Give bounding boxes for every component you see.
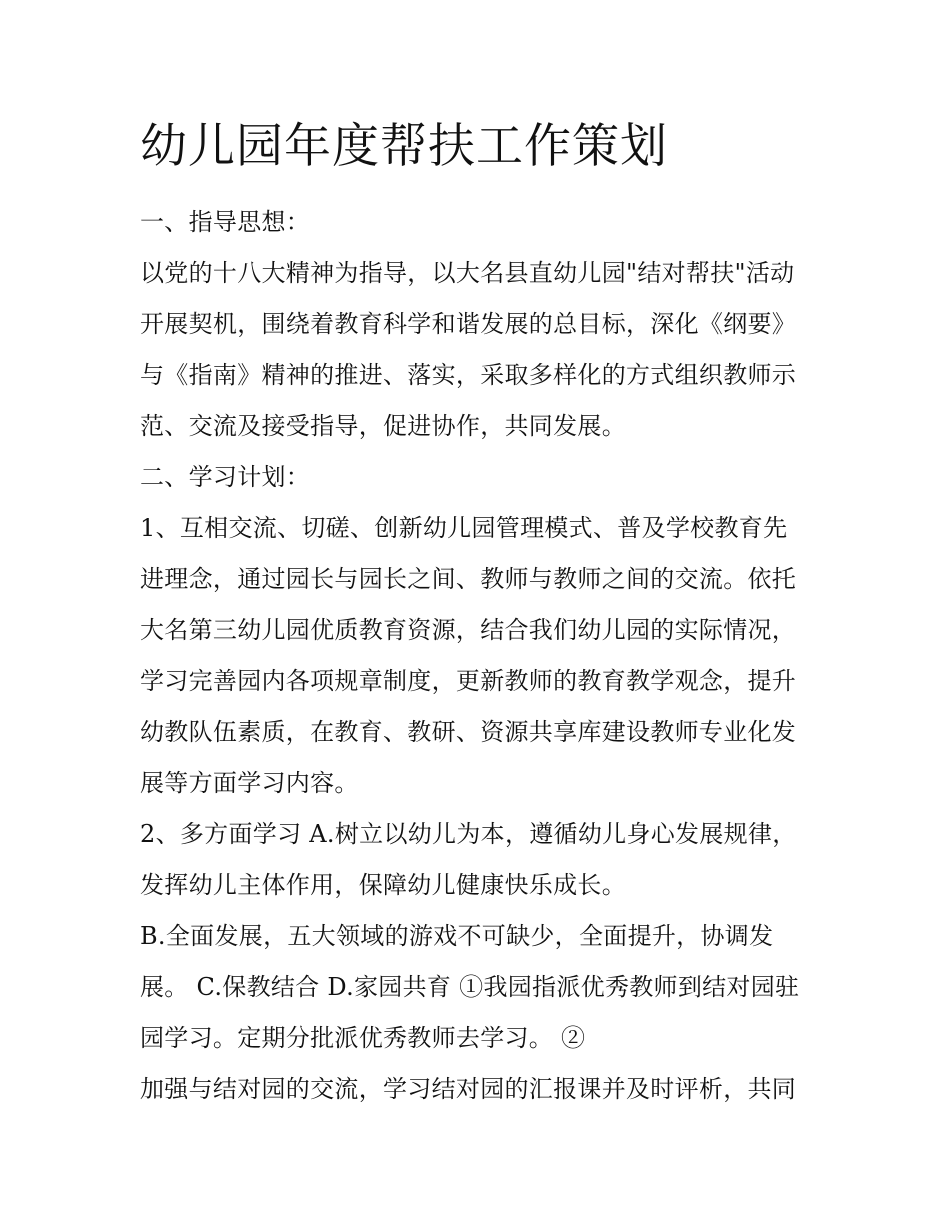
document-body	[140, 197, 830, 1115]
text-line: 1、互相交流、切磋、创新幼儿园管理模式、普及学校教育先	[140, 514, 788, 542]
text-line: 幼教队伍素质，在教育、教研、资源共享库建设教师专业化发	[140, 718, 797, 746]
text-line: 进理念，通过园长与园长之间、教师与教师之间的交流。依托	[140, 565, 797, 593]
text-line: 与《指南》精神的推进、落实，采取多样化的方式组织教师示	[140, 361, 797, 389]
text-line: 学习完善园内各项规章制度，更新教师的教育教学观念，提升	[140, 667, 797, 695]
text-line: 一、指导思想：	[140, 208, 311, 236]
text-line: 二、学习计划：	[140, 463, 311, 491]
text-line: 展等方面学习内容。	[140, 769, 359, 797]
text-line: 范、交流及接受指导，促进协作，共同发展。	[140, 412, 626, 440]
document-title: 幼儿园年度帮扶工作策划	[140, 119, 668, 174]
text-line: 大名第三幼儿园优质教育资源，结合我们幼儿园的实际情况，	[140, 616, 797, 644]
text-line: 加强与结对园的交流，学习结对园的汇报课并及时评析，共同	[140, 1075, 797, 1103]
text-line: 展。 C.保教结合 D.家园共育 ①我园指派优秀教师到结对园驻	[140, 973, 800, 1001]
text-line: 以党的十八大精神为指导，以大名县直幼儿园"结对帮扶"活动	[140, 259, 795, 287]
text-line: 发挥幼儿主体作用，保障幼儿健康快乐成长。	[140, 871, 626, 899]
text-line: 园学习。定期分批派优秀教师去学习。 ②	[140, 1024, 586, 1052]
text-line: B.全面发展，五大领域的游戏不可缺少，全面提升，协调发	[140, 922, 774, 950]
text-line: 开展契机，围绕着教育科学和谐发展的总目标，深化《纲要》	[140, 310, 797, 338]
text-line: 2、多方面学习 A.树立以幼儿为本，遵循幼儿身心发展规律，	[140, 820, 797, 848]
